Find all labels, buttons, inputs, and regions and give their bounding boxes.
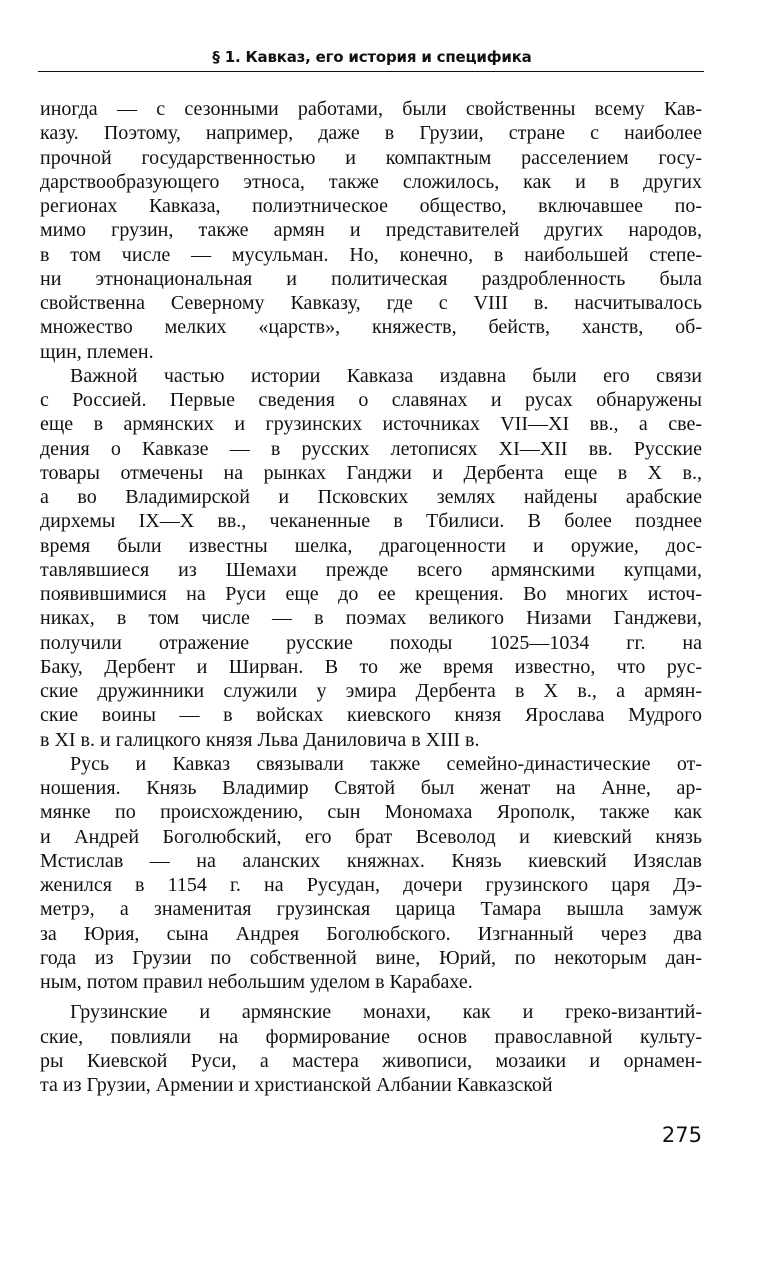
text-line: ношения. Князь Владимир Святой был женат на Анне, ар- <box>40 777 702 799</box>
text-line: ни этнонациональная и политическая раздробленность была <box>40 267 702 290</box>
text-line: мимо грузин, также армян и представителей других народов, <box>40 219 702 242</box>
text-line: товары отмечены на рынках Ганджи и Дербента еще в X в., <box>40 461 702 484</box>
text-line: в том числе — мусульман. Но, конечно, в наибольшей степе- <box>40 243 702 266</box>
text-line: Грузинские и армянские монахи, как и греко-византий- <box>70 1001 702 1024</box>
header-divider <box>38 71 704 72</box>
text-line: Русь и Кавказ связывали также семейно-династические от- <box>70 752 702 775</box>
text-line: та из Грузии, Армении и христианской Албании Кавказской <box>40 1074 553 1096</box>
text-line: получили отражение русские походы 1025—1034 гг. на <box>40 631 702 654</box>
text-line: женился в 1154 г. на Русудан, дочери грузинского царя Дэ- <box>40 874 702 896</box>
text-line: Баку, Дербент и Ширван. В то же время известно, что рус- <box>40 655 702 678</box>
text-line: года из Грузии по собственной вине, Юрий, по некоторым дан- <box>40 946 702 969</box>
page-number: 275 <box>661 1123 702 1147</box>
text-line: прочной государственностью и компактным расселением госу- <box>40 146 702 169</box>
text-line: тавлявшиеся из Шемахи прежде всего армянскими купцами, <box>40 558 702 581</box>
text-line: ры Киевской Руси, а мастера живописи, мозаики и орнамен- <box>40 1049 702 1072</box>
text-line: ным, потом правил небольшим уделом в Карабахе. <box>40 971 473 993</box>
text-line: а во Владимирской и Псковских землях найдены арабские <box>40 486 702 508</box>
body-text <box>40 97 702 1097</box>
text-line: свойственна Северному Кавказу, где с VIII в. насчитывалось <box>40 292 702 314</box>
text-line: за Юрия, сына Андрея Боголюбского. Изгнанный через два <box>40 922 702 945</box>
text-line: дения о Кавказе — в русских летописях XI—XII вв. Русские <box>40 437 702 460</box>
text-line: щин, племен. <box>40 340 154 363</box>
text-line: метрэ, а знаменитая грузинская царица Тамара вышла замуж <box>40 898 702 921</box>
paragraph <box>40 97 702 364</box>
text-line: ские, повлияли на формирование основ православной культу- <box>40 1025 702 1048</box>
text-line: Важной частью истории Кавказа издавна были его связи <box>70 364 702 387</box>
text-line: казу. Поэтому, например, даже в Грузии, стране с наиболее <box>40 122 702 145</box>
text-line: дарствообразующего этноса, также сложилось, как и в других <box>40 170 702 193</box>
text-line: Мстислав — на аланских княжнах. Князь киевский Изяслав <box>40 849 702 872</box>
text-line: появившимися на Руси еще до ее крещения. Во многих источ- <box>40 583 702 605</box>
text-line: ские дружинники служили у эмира Дербента в X в., а армян- <box>40 680 702 702</box>
text-line: множество мелких «царств», княжеств, бейств, ханств, об- <box>40 316 702 339</box>
text-line: в XI в. и галицкого князя Льва Даниловича в XIII в. <box>40 728 480 751</box>
paragraph <box>40 752 702 995</box>
text-line: ские воины — в войсках киевского князя Ярослава Мудрого <box>40 704 702 727</box>
text-line: регионах Кавказа, полиэтническое общество, включавшее по- <box>40 195 702 217</box>
text-line: дирхемы IX—X вв., чеканенные в Тбилиси. В более позднее <box>40 510 702 533</box>
text-line: и Андрей Боголюбский, его брат Всеволод и киевский князь <box>40 825 702 848</box>
text-line: мянке по происхождению, сын Мономаха Ярополк, также как <box>40 801 702 824</box>
paragraph <box>40 364 702 752</box>
text-line: никах, в том числе — в поэмах великого Низами Ганджеви, <box>40 607 702 630</box>
text-line: с Россией. Первые сведения о славянах и русах обнаружены <box>40 389 702 411</box>
text-line: время были известны шелка, драгоценности и оружие, дос- <box>40 534 702 557</box>
text-line: еще в армянских и грузинских источниках VII—XI вв., а све- <box>40 413 702 436</box>
paragraph <box>40 1000 702 1097</box>
running-header: § 1. Кавказ, его история и специфика <box>212 48 532 66</box>
text-line: иногда — с сезонными работами, были свойственны всему Кав- <box>40 98 702 120</box>
